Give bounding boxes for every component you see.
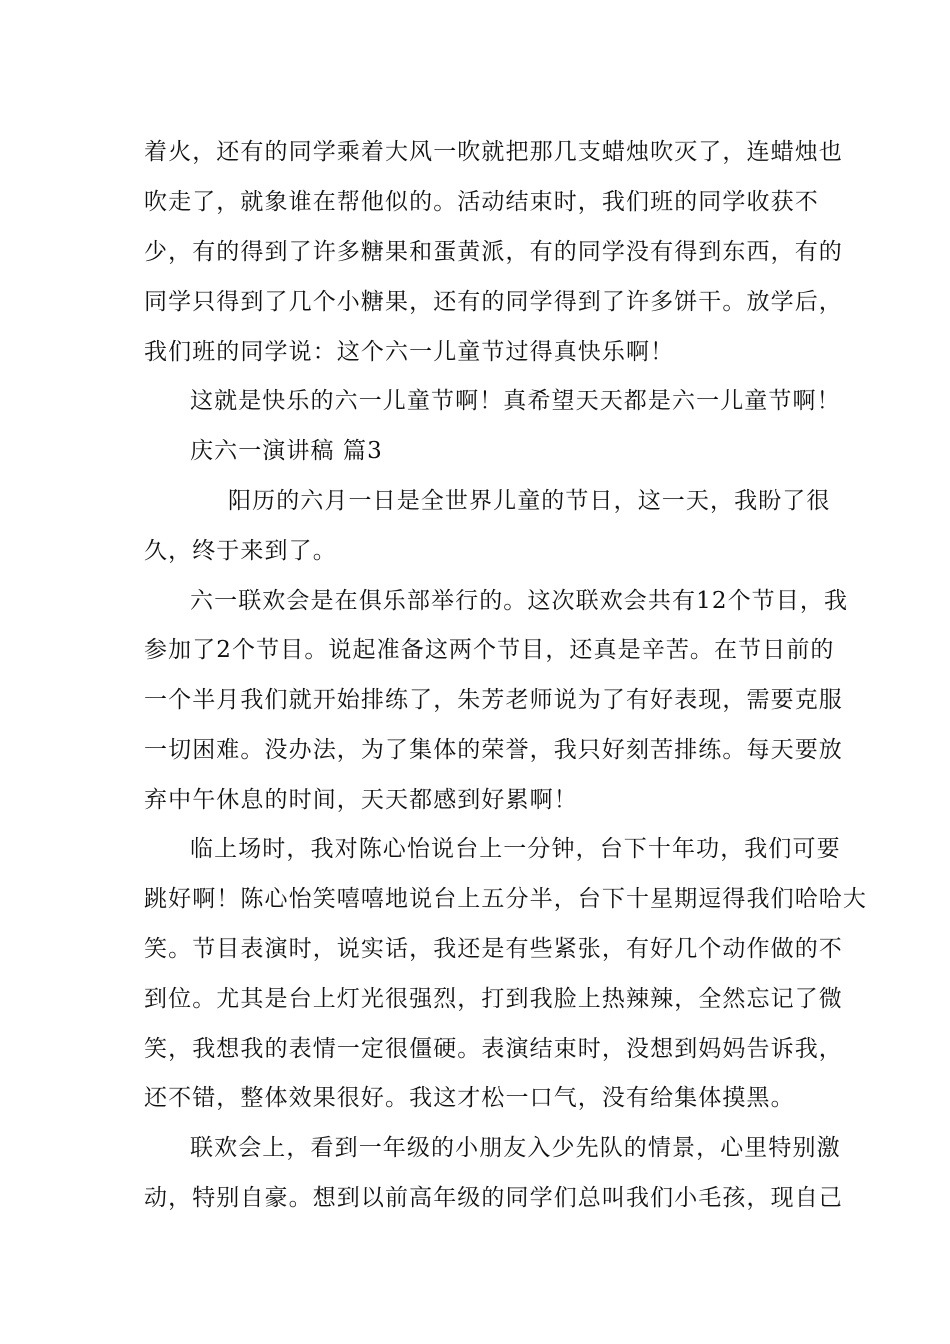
- text-line: 跳好啊！陈心怡笑嘻嘻地说台上五分半，台下十星期逗得我们哈哈大: [144, 886, 867, 912]
- paragraph-first-line: 临上场时，我对陈心怡说台上一分钟，台下十年功，我们可要: [190, 836, 841, 862]
- text-line: 吹走了，就象谁在帮他似的。活动结束时，我们班的同学收获不: [144, 189, 819, 215]
- text-line: 弃中午休息的时间，天天都感到好累啊！: [144, 787, 578, 813]
- paragraph-first-line: 六一联欢会是在俱乐部举行的。这次联欢会共有12个节目，我: [190, 588, 849, 614]
- text-line: 笑，我想我的表情一定很僵硬。表演结束时，没想到妈妈告诉我，: [144, 1036, 843, 1062]
- text-line: 还不错，整体效果很好。我这才松一口气，没有给集体摸黑。: [144, 1085, 795, 1111]
- text-line: 少，有的得到了许多糖果和蛋黄派，有的同学没有得到东西，有的: [144, 239, 843, 265]
- text-line: 笑。节目表演时，说实话，我还是有些紧张，有好几个动作做的不: [144, 936, 843, 962]
- paragraph-first-line: 这就是快乐的六一儿童节啊！真希望天天都是六一儿童节啊！: [190, 388, 841, 414]
- text-line: 久，终于来到了。: [144, 538, 337, 564]
- text-line: 我们班的同学说：这个六一儿童节过得真快乐啊！: [144, 339, 675, 365]
- text-line: 一切困难。没办法，为了集体的荣誉，我只好刻苦排练。每天要放: [144, 737, 843, 763]
- text-line: 着火，还有的同学乘着大风一吹就把那几支蜡烛吹灭了，连蜡烛也: [144, 139, 843, 165]
- text-line: 动，特别自豪。想到以前高年级的同学们总叫我们小毛孩，现自己: [144, 1185, 843, 1211]
- text-line: 参加了2个节目。说起准备这两个节目，还真是辛苦。在节日前的: [144, 637, 835, 663]
- section-heading: 庆六一演讲稿 篇3: [190, 438, 383, 464]
- text-line: 到位。尤其是台上灯光很强烈，打到我脸上热辣辣，全然忘记了微: [144, 986, 843, 1012]
- text-line: 同学只得到了几个小糖果，还有的同学得到了许多饼干。放学后，: [144, 289, 843, 315]
- paragraph-first-line: 阳历的六月一日是全世界儿童的节日，这一天，我盼了很: [228, 488, 831, 514]
- text-line: 一个半月我们就开始排练了，朱芳老师说为了有好表现，需要克服: [144, 687, 843, 713]
- paragraph-first-line: 联欢会上，看到一年级的小朋友入少先队的情景，心里特别激: [190, 1135, 841, 1161]
